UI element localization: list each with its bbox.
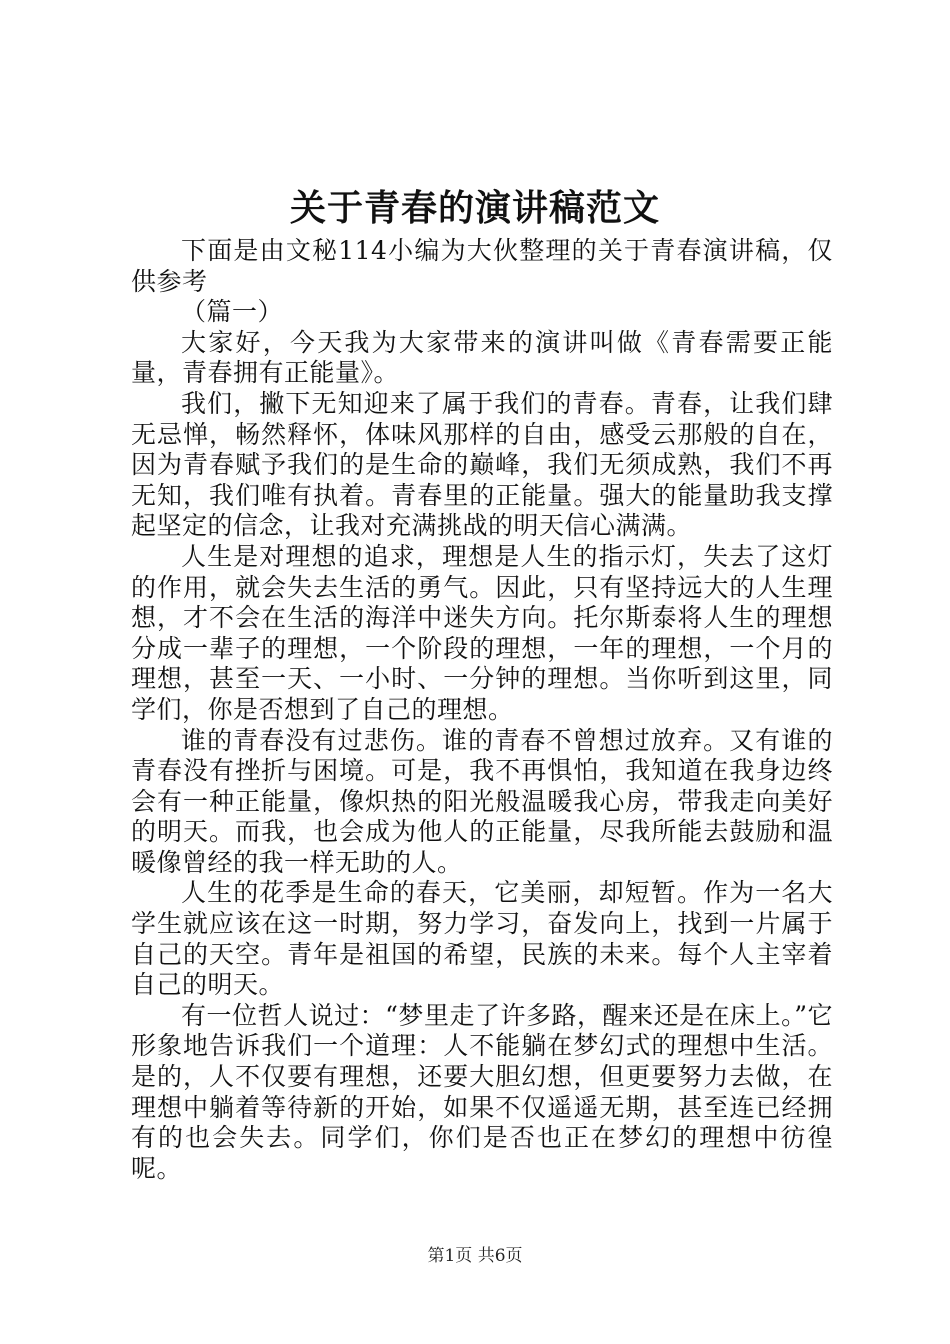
page-footer: 第1页 共6页 — [427, 1246, 523, 1266]
section-label: （篇一） — [181, 297, 284, 327]
intro-paragraph: 下面是由文秘114小编为大伙整理的关于青春演讲稿，仅供参考 — [131, 236, 833, 296]
body-paragraph: 有一位哲人说过：“梦里走了许多路，醒来还是在床上。”它形象地告诉我们一个道理：人不能躺在梦幻式的理想中生活。是的，人不仅要有理想，还要大胆幻想，但更要努力去做，在理想中躺着等待新的开始，如果不仅遥遥无期，甚至连已经拥有的也会失去。同学们，你们是否也正在梦幻的理想中彷徨呢。 — [131, 1000, 833, 1183]
body-paragraph: 谁的青春没有过悲伤。谁的青春不曾想过放弃。又有谁的青春没有挫折与困境。可是，我不再惧怕，我知道在我身边终会有一种正能量，像炽热的阳光般温暖我心房，带我走向美好的明天。而我，也会成为他人的正能量，尽我所能去鼓励和温暖像曾经的我一样无助的人。 — [131, 725, 833, 877]
body-paragraph: 人生是对理想的追求，理想是人生的指示灯，失去了这灯的作用，就会失去生活的勇气。因此，只有坚持远大的人生理想，才不会在生活的海洋中迷失方向。托尔斯泰将人生的理想分成一辈子的理想，一个阶段的理想，一年的理想，一个月的理想，甚至一天、一小时、一分钟的理想。当你听到这里，同学们，你是否想到了自己的理想。 — [131, 541, 833, 724]
body-paragraph: 大家好，今天我为大家带来的演讲叫做《青春需要正能量，青春拥有正能量》。 — [131, 327, 833, 388]
body-paragraph: 我们，撇下无知迎来了属于我们的青春。青春，让我们肆无忌惮，畅然释怀，体味风那样的自由，感受云那般的自在，因为青春赋予我们的是生命的巅峰，我们无须成熟，我们不再无知，我们唯有执着。青春里的正能量。强大的能量助我支撑起坚定的信念，让我对充满挑战的明天信心满满。 — [131, 388, 833, 541]
document-title: 关于青春的演讲稿范文 — [289, 187, 660, 229]
document-body — [131, 236, 833, 1184]
body-paragraph: 人生的花季是生命的春天，它美丽，却短暂。作为一名大学生就应该在这一时期，努力学习，奋发向上，找到一片属于自己的天空。青年是祖国的希望，民族的未来。每个人主宰着自己的明天。 — [131, 878, 833, 1000]
